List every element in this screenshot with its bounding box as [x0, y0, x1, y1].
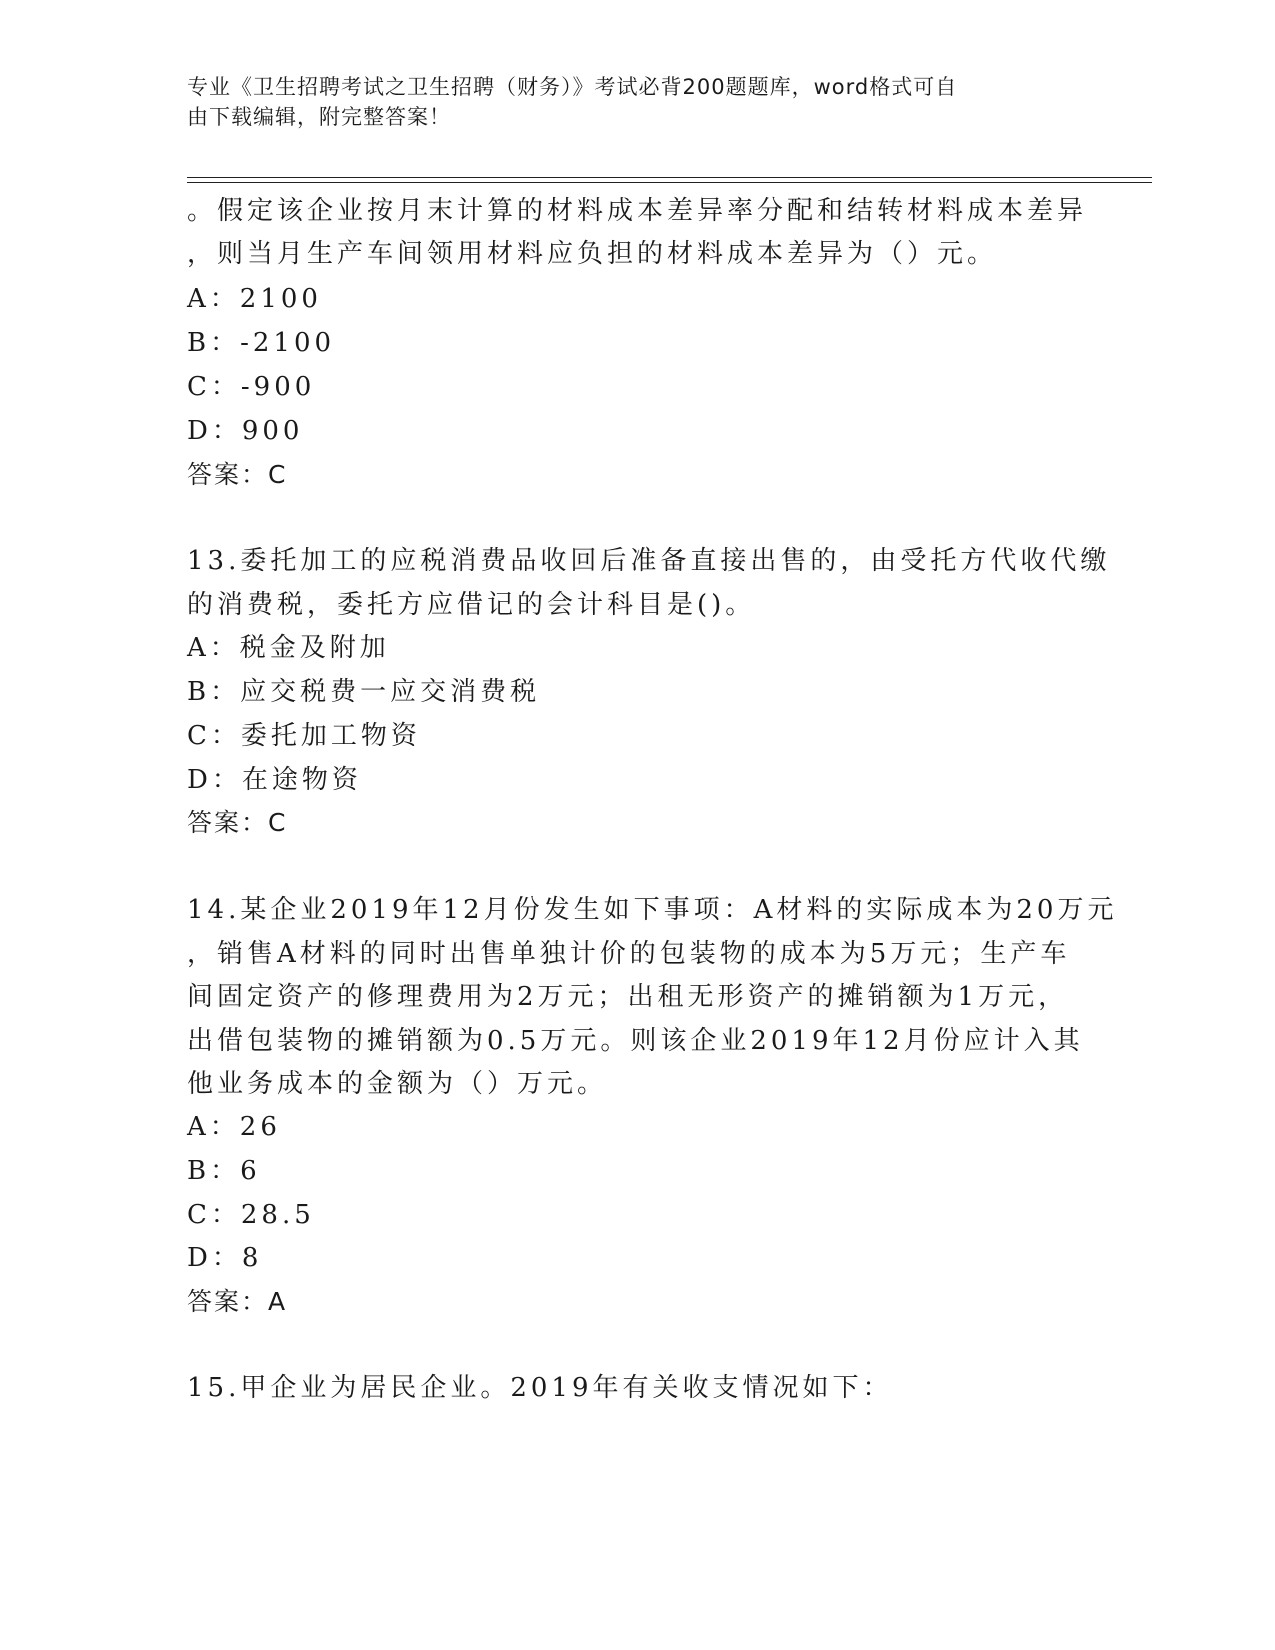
- q12-stem-line: 。假定该企业按月末计算的材料成本差异率分配和结转材料成本差异: [187, 196, 1088, 226]
- q14-stem-line: 间固定资产的修理费用为2万元；出租无形资产的摊销额为1万元，: [187, 982, 1069, 1012]
- q14-stem-line: 14.某企业2019年12月份发生如下事项：A材料的实际成本为20万元: [187, 895, 1118, 925]
- q12-option-c: C：-900: [187, 372, 316, 402]
- q13-option-d: D：在途物资: [187, 765, 362, 795]
- document-header: [187, 72, 1087, 132]
- q12-option-b: B：-2100: [187, 328, 336, 358]
- q13-answer: 答案：C: [187, 808, 288, 837]
- header-divider-bottom: [187, 182, 1152, 183]
- q12-option-d: D：900: [187, 416, 304, 446]
- q14-stem-line: ，销售A材料的同时出售单独计价的包装物的成本为5万元；生产车: [187, 939, 1071, 969]
- q14-option-a: A：26: [187, 1112, 281, 1142]
- header-divider-top: [187, 177, 1152, 178]
- q14-stem-line: 他业务成本的金额为（）万元。: [187, 1069, 608, 1099]
- q12-stem-line: ，则当月生产车间领用材料应负担的材料成本差异为（）元。: [187, 239, 998, 269]
- header-line-2: 由下载编辑，附完整答案！: [187, 105, 451, 129]
- q12-answer: 答案：C: [187, 460, 288, 489]
- q12-option-a: A：2100: [187, 284, 322, 314]
- q14-option-c: C：28.5: [187, 1200, 315, 1230]
- q14-answer: 答案：A: [187, 1287, 288, 1316]
- q13-option-c: C：委托加工物资: [187, 721, 421, 751]
- q14-stem-line: 出借包装物的摊销额为0.5万元。则该企业2019年12月份应计入其: [187, 1026, 1084, 1056]
- q14-option-b: B：6: [187, 1156, 261, 1186]
- q13-stem-line: 的消费税，委托方应借记的会计科目是()。: [187, 590, 756, 620]
- header-line-1: 专业《卫生招聘考试之卫生招聘（财务）》考试必背200题题库，word格式可自: [187, 75, 958, 99]
- q13-stem-line: 13.委托加工的应税消费品收回后准备直接出售的，由受托方代收代缴: [187, 546, 1111, 576]
- q13-option-b: B：应交税费一应交消费税: [187, 677, 541, 707]
- q15-stem-line: 15.甲企业为居民企业。2019年有关收支情况如下：: [187, 1373, 893, 1403]
- q14-option-d: D：8: [187, 1243, 263, 1273]
- q13-option-a: A：税金及附加: [187, 633, 390, 663]
